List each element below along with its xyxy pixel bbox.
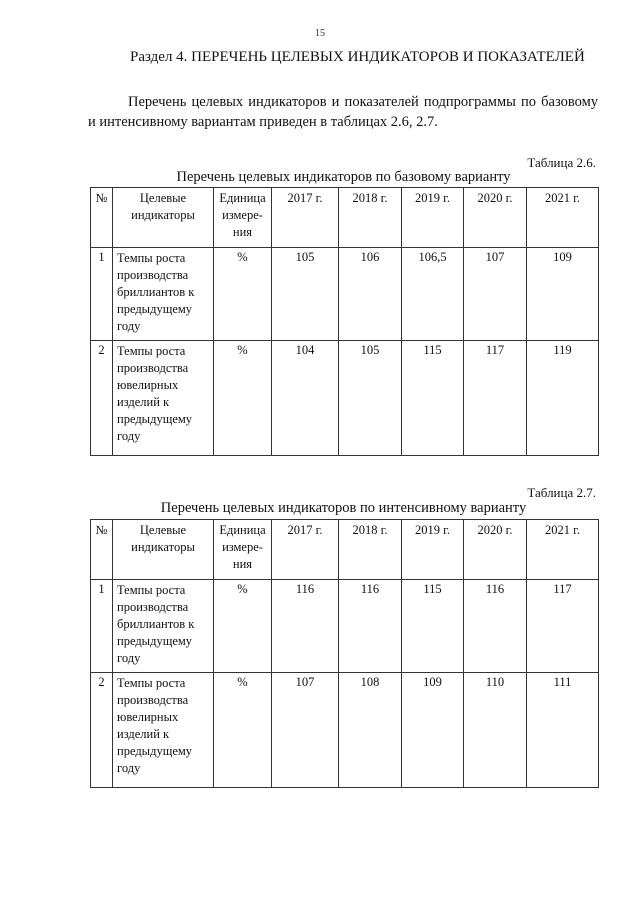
row-number: 2: [91, 341, 113, 456]
indicators-table-intensive: [90, 519, 599, 788]
column-header: 2021 г.: [527, 188, 599, 248]
table-row: [91, 341, 599, 456]
indicator-name: Темпы роста производства бриллиантов к предыдущему году: [113, 248, 214, 341]
table-row: [91, 248, 599, 341]
value-cell: 106,5: [402, 248, 464, 341]
indicator-name: Темпы роста производства ювелирных изделий к предыдущему году: [113, 341, 214, 456]
value-cell: 109: [402, 673, 464, 788]
column-header: 2020 г.: [464, 188, 527, 248]
value-cell: 107: [464, 248, 527, 341]
value-cell: 108: [339, 673, 402, 788]
column-header: Целевые индикаторы: [113, 188, 214, 248]
value-cell: 119: [527, 341, 599, 456]
table-caption: Перечень целевых индикаторов по интенсивному варианту: [160, 500, 527, 516]
indicator-name: Темпы роста производства ювелирных изделий к предыдущему году: [113, 673, 214, 788]
column-header: 2019 г.: [402, 520, 464, 580]
value-cell: 107: [272, 673, 339, 788]
value-cell: 116: [464, 580, 527, 673]
indicator-name: Темпы роста производства бриллиантов к предыдущему году: [113, 580, 214, 673]
column-header: 2021 г.: [527, 520, 599, 580]
column-header: 2017 г.: [272, 188, 339, 248]
value-cell: 115: [402, 580, 464, 673]
value-cell: 104: [272, 341, 339, 456]
table-row: [91, 673, 599, 788]
table-label: Таблица 2.7.: [527, 485, 596, 500]
column-header: №: [91, 520, 113, 580]
value-cell: 116: [339, 580, 402, 673]
table-row: [91, 580, 599, 673]
column-header: Единица измере-ния: [214, 188, 272, 248]
row-number: 1: [91, 580, 113, 673]
unit-cell: %: [214, 580, 272, 673]
intro-paragraph: [88, 92, 598, 132]
column-header: 2018 г.: [339, 520, 402, 580]
value-cell: 105: [272, 248, 339, 341]
value-cell: 117: [464, 341, 527, 456]
unit-cell: %: [214, 248, 272, 341]
column-header: 2017 г.: [272, 520, 339, 580]
column-header: 2020 г.: [464, 520, 527, 580]
value-cell: 110: [464, 673, 527, 788]
intro-text: Перечень целевых индикаторов и показателей подпрограммы по базовому и интенсивному вариантам приведен в таблицах 2.6, 2.7.: [88, 94, 598, 130]
table-label: Таблица 2.6.: [527, 155, 596, 170]
value-cell: 111: [527, 673, 599, 788]
column-header: №: [91, 188, 113, 248]
page-number: 15: [315, 28, 325, 39]
indicators-table-basic: [90, 187, 599, 456]
column-header: Целевые индикаторы: [113, 520, 214, 580]
column-header: Единица измере-ния: [214, 520, 272, 580]
unit-cell: %: [214, 341, 272, 456]
column-header: 2019 г.: [402, 188, 464, 248]
value-cell: 109: [527, 248, 599, 341]
row-number: 2: [91, 673, 113, 788]
table-header-row: [91, 188, 599, 248]
value-cell: 106: [339, 248, 402, 341]
unit-cell: %: [214, 673, 272, 788]
section-title: Раздел 4. ПЕРЕЧЕНЬ ЦЕЛЕВЫХ ИНДИКАТОРОВ И ПОКАЗАТЕЛЕЙ: [130, 49, 585, 65]
table-header-row: [91, 520, 599, 580]
value-cell: 115: [402, 341, 464, 456]
row-number: 1: [91, 248, 113, 341]
value-cell: 116: [272, 580, 339, 673]
table-caption: Перечень целевых индикаторов по базовому варианту: [176, 169, 511, 185]
column-header: 2018 г.: [339, 188, 402, 248]
value-cell: 105: [339, 341, 402, 456]
value-cell: 117: [527, 580, 599, 673]
